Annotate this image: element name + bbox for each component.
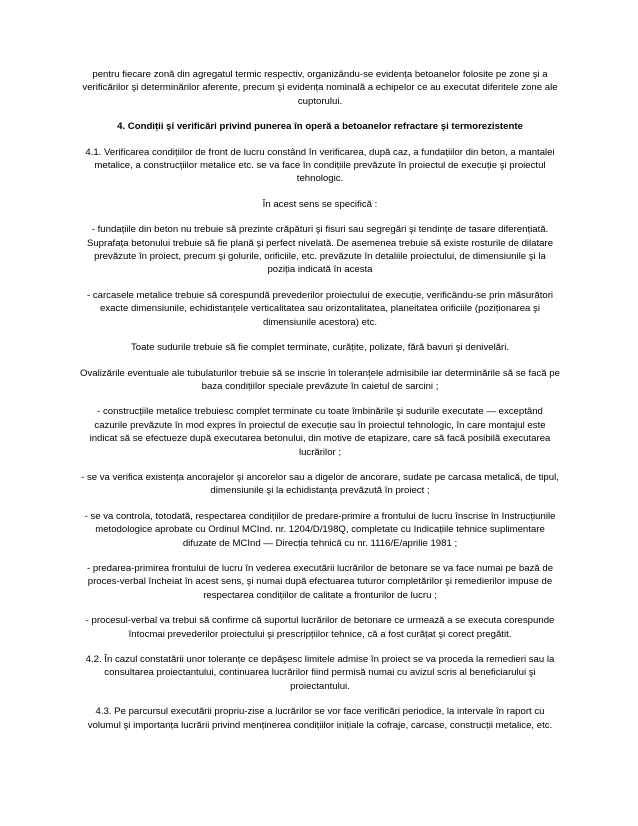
paragraph-4-1: 4.1. Verificarea condițiilor de front de lucru constând în verificarea, după caz, a fundațiilor din beton, a mantalei metalice, a construcțiilor metalice etc. se va face în condițiile prevăzute în proiectul de execuție şi proiectul tehnologic. bbox=[85, 146, 555, 185]
paragraph-foundations: - fundațiile din beton nu trebuie să prezinte crăpături şi fisuri sau segregări şi tendințe de tasare diferențiată. Suprafața betonului trebuie să fie plană şi perfect nivelată. De asemenea trebuie să existe rosturile de dilatare prevăzute în proiect, precum şi golurile, orificiile, etc. prevăzute în detaliile proiectului, de dimensiunile şi la poziția indicată în acesta bbox=[86, 224, 554, 276]
paragraph-anchors: - se va verifica existența ancorajelor şi ancorelor sau a digelor de ancorare, sudate pe carcasa metalică, de tipul, dimensiunile şi la echidistanța prevăzută în proiect ; bbox=[81, 471, 559, 497]
section-heading: 4. Condiții şi verificări privind punerea în operă a betoanelor refractare şi termorezistente bbox=[117, 121, 523, 133]
paragraph-report-confirmation: - procesul-verbal va trebui să confirme că suportul lucrărilor de betonare ce urmează a se executa corespunde întocmai prevederilor proiectului şi prescripțiilor tehnice, că a fost curățat şi corect pregătit. bbox=[85, 615, 555, 640]
paragraph-4-2: 4.2. În cazul constatării unor toleranțe ce depăşesc limitele admise în proiect se va proceda la remedieri sau la consultarea proiectantului, continuarea lucrărilor fiind permisă numai cu avizul scris al beneficiarului şi proiectantului. bbox=[85, 654, 555, 692]
document-page bbox=[80, 68, 560, 732]
paragraph-metal-constructions: - construcțiile metalice trebuiesc complet terminate cu toate îmbinările şi sudurile executate — exceptând cazurile prevăzute în mod expres în proiectul de execuție sau în proiectul tehnologic, în care montajul este indicat să se efectueze după executarea betonului, din motive de etapizare, care să facă posibilă executarea lucrărilor ; bbox=[89, 406, 551, 458]
paragraph-ovalization: Ovalizările eventuale ale tubulaturilor trebuie să se inscrie în toleranțele admisibile iar determinările să se facă pe baza condițiilor speciale prevăzute în caietul de sarcini ; bbox=[80, 367, 560, 392]
paragraph-handover-control: - se va controla, totodată, respectarea condițiilor de predare-primire a frontului de lucru înscrise în Instrucțiunile metodologice aprobate cu Ordinul MCInd. nr. 1204/D/198Q, completate cu Indicațiile tehnice suplimentare difuzate de MCInd — Direcția tehnică cu nr. 1116/E/aprilie 1981 ; bbox=[84, 510, 556, 549]
paragraph-handover-report: - predarea-primirea frontului de lucru în vederea executării lucrărilor de betonare se va face numai pe bază de proces-verbal încheiat în acest sens, şi numai după efectuarea tuturor completărilor şi remedierilor impuse de respectarea condițiilor de calitate a fronturilor de lucru ; bbox=[86, 562, 554, 601]
paragraph-specification-intro: În acest sens se specifică : bbox=[262, 198, 378, 210]
paragraph-welds: Toate sudurile trebuie să fie complet terminate, curățite, polizate, fără bavuri şi denivelări. bbox=[130, 342, 510, 354]
paragraph-metal-casings: - carcasele metalice trebuie să corespundă prevederilor proiectului de execuție, verificându-se prin măsurători exacte dimensiunile, echidistanțele verticalitatea sau orizontalitatea, planeitatea orificiile (poziționarea şi dimensiunile acestora) etc. bbox=[86, 289, 554, 328]
intro-paragraph: pentru fiecare zonă din agregatul termic respectiv, organizându-se evidența betoanelor folosite pe zone şi a verificărilor şi determinărilor aferente, precum şi evidența nominală a echipelor ce au executat diferitele zone ale cuptorului. bbox=[82, 69, 558, 107]
paragraph-4-3: 4.3. Pe parcursul executării propriu-zise a lucrărilor se vor face verificări periodice, la intervale în raport cu volumul şi importanța lucrării privind menținerea condițiilor inițiale la cofraje, carcase, construcții metalice, etc. bbox=[87, 706, 553, 731]
